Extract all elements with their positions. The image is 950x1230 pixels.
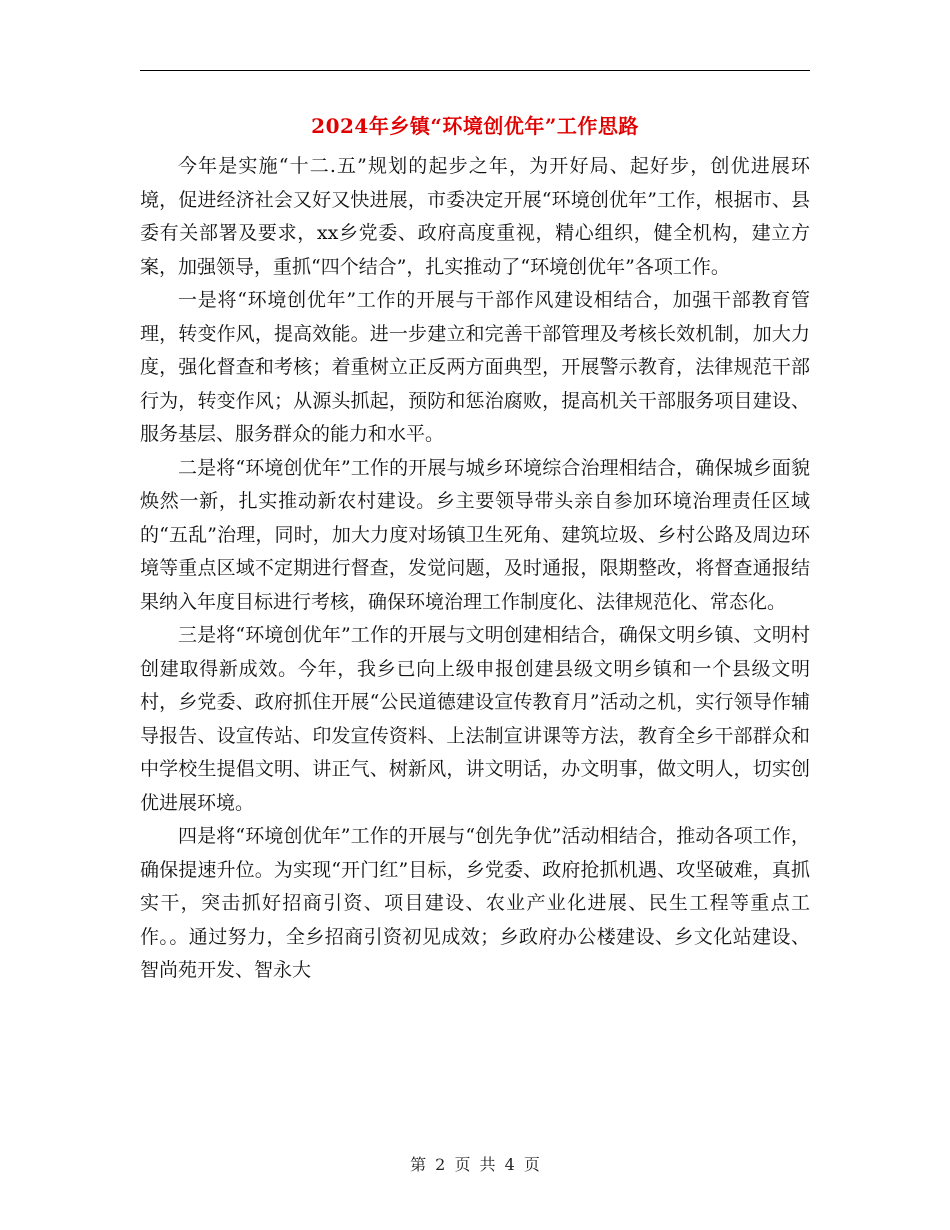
paragraph-4: 四是将“环境创优年”工作的开展与“创先争优”活动相结合，推动各项工作，确保提速升位。为实现“开门红”目标，乡党委、政府抢抓机遇、攻坚破难，真抓实干，突击抓好招商引资、项目建设、农业产业化进展、民生工程等重点工作。。通过努力，全乡招商引资初见成效；乡政府办公楼建设、乡文化站建设、智尚苑开发、智永大 [140,825,810,981]
paragraph-intro: 今年是实施“十二.五”规划的起步之年，为开好局、起好步，创优进展环境，促进经济社会又好又快进展，市委决定开展“环境创优年”工作，根据市、县委有关部署及要求，xx乡党委、政府高度重视，精心组织，健全机构，建立方案，加强领导，重抓“四个结合”，扎实推动了“环境创优年”各项工作。 [140,155,810,278]
document-body [140,150,810,988]
paragraph-2: 二是将“环境创优年”工作的开展与城乡环境综合治理相结合，确保城乡面貌焕然一新，扎实推动新农村建设。乡主要领导带头亲自参加环境治理责任区域的“五乱”治理，同时，加大力度对场镇卫生死角、建筑垃圾、乡村公路及周边环境等重点区域不定期进行督查，发觉问题，及时通报，限期整改，将督查通报结果纳入年度目标进行考核，确保环境治理工作制度化、法律规范化、常态化。 [140,456,810,613]
paragraph-3: 三是将“环境创优年”工作的开展与文明创建相结合，确保文明乡镇、文明村创建取得新成效。今年，我乡已向上级申报创建县级文明乡镇和一个县级文明村，乡党委、政府抓住开展“公民道德建设宣传教育月”活动之机，实行领导作辅导报告、设宣传站、印发宣传资料、上法制宣讲课等方法，教育全乡干部群众和中学校生提倡文明、讲正气、树新风，讲文明话，办文明事，做文明人，切实创优进展环境。 [140,624,810,814]
document-title: 2024年乡镇“环境创优年”工作思路 [311,114,639,138]
header-rule [140,70,810,71]
page-number-footer: 第 2 页 共 4 页 [410,1155,540,1174]
paragraph-1: 一是将“环境创优年”工作的开展与干部作风建设相结合，加强干部教育管理，转变作风，提高效能。进一步建立和完善干部管理及考核长效机制，加大力度，强化督查和考核；着重树立正反两方面典型，开展警示教育，法律规范干部行为，转变作风；从源头抓起，预防和惩治腐败，提高机关干部服务项目建设、服务基层、服务群众的能力和水平。 [140,289,810,445]
